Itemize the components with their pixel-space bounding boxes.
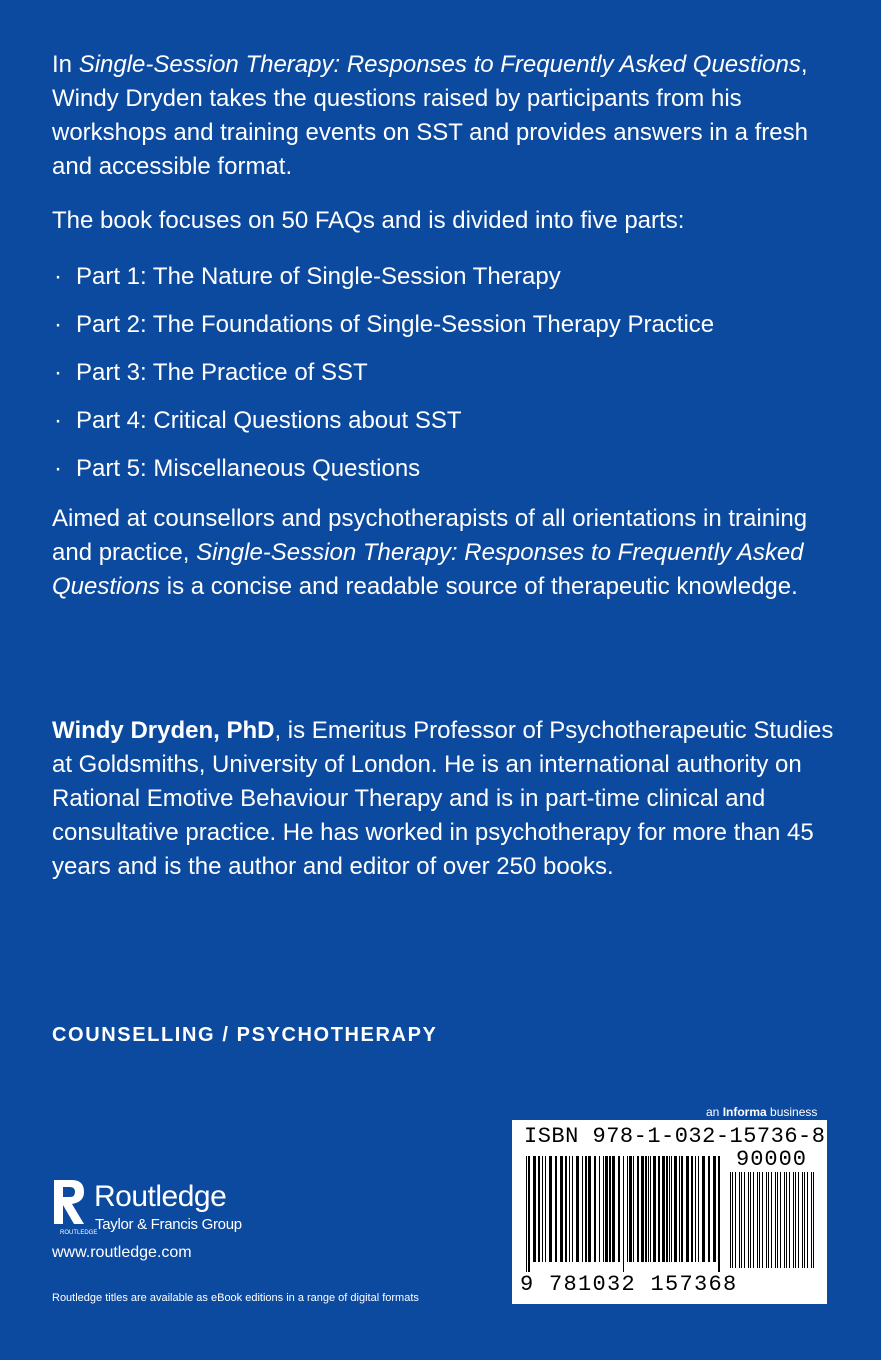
barcode-bar [784, 1172, 785, 1268]
barcode-bar [585, 1156, 587, 1262]
barcode-bar [603, 1156, 604, 1262]
parts-list-item [52, 452, 842, 500]
barcode-bar [739, 1172, 740, 1268]
parts-list-item [52, 356, 842, 404]
barcode-bar [572, 1156, 573, 1262]
barcode-bar [588, 1156, 591, 1262]
parts-list-item [52, 308, 842, 356]
logo-mark-text: ROUTLEDGE [60, 1230, 98, 1236]
barcode-bar [780, 1172, 781, 1268]
barcode-bar [674, 1156, 677, 1262]
addon-barcode-bars [730, 1172, 816, 1272]
barcode-bar [768, 1172, 769, 1268]
bullet-dot-icon: · [54, 263, 62, 290]
barcode-bar [802, 1172, 803, 1268]
informa-tagline [706, 1105, 817, 1119]
isbn-barcode [512, 1120, 827, 1304]
barcode-bar [732, 1172, 733, 1268]
aimed-post: is a concise and readable source of therapeutic knowledge. [160, 573, 798, 600]
back-cover-blurb [52, 48, 842, 604]
barcode-bar [669, 1156, 670, 1262]
barcode-bar [627, 1156, 628, 1262]
barcode-bar [793, 1172, 794, 1268]
barcode-bar [618, 1156, 620, 1262]
barcode-bar [686, 1156, 689, 1262]
ean-barcode-bars [526, 1156, 722, 1274]
barcode-bar [813, 1172, 814, 1268]
barcode-bar [786, 1172, 787, 1268]
barcode-bar [744, 1172, 745, 1268]
author-name: Windy Dryden, PhD [52, 717, 275, 744]
barcode-bar [560, 1156, 563, 1262]
barcode-bar [528, 1156, 530, 1272]
barcode-bar [582, 1156, 583, 1262]
barcode-bar [695, 1156, 696, 1262]
barcode-bar [542, 1156, 543, 1262]
barcode-bar [533, 1156, 536, 1262]
barcode-bar [658, 1156, 660, 1262]
intro-pre: In [52, 51, 79, 78]
barcode-bar [789, 1172, 790, 1268]
intro-paragraph [52, 48, 842, 184]
aimed-book-title: Single-Session Therapy: Responses to Frequently Asked Questions [52, 539, 804, 600]
barcode-bar [645, 1156, 647, 1262]
barcode-bar [549, 1156, 552, 1262]
barcode-bar [555, 1156, 557, 1262]
barcode-bar [730, 1172, 731, 1268]
barcode-bar [681, 1156, 683, 1262]
informa-post: business [766, 1105, 818, 1119]
barcode-bar [671, 1156, 672, 1262]
publisher-website: www.routledge.com [52, 1244, 192, 1261]
barcode-bar [612, 1156, 615, 1262]
barcode-bar [775, 1172, 776, 1268]
barcode-bar [666, 1156, 668, 1262]
parts-list [52, 260, 842, 500]
barcode-bar [641, 1156, 644, 1262]
barcode-bar [650, 1156, 651, 1262]
bullet-dot-icon: · [54, 455, 62, 482]
aimed-paragraph [52, 502, 842, 604]
part-label: Part 4: Critical Questions about SST [76, 407, 462, 434]
barcode-bar [538, 1156, 540, 1262]
part-label: Part 5: Miscellaneous Questions [76, 455, 421, 482]
ebook-note: Routledge titles are available as eBook editions in a range of digital formats [52, 1292, 419, 1304]
barcode-bar [623, 1156, 624, 1272]
bullet-dot-icon: · [54, 407, 62, 434]
barcode-bar [648, 1156, 649, 1262]
focus-paragraph: The book focuses on 50 FAQs and is divided into five parts: [52, 207, 685, 234]
bullet-dot-icon: · [54, 359, 62, 386]
barcode-bar [633, 1156, 634, 1262]
barcode-bar [798, 1172, 799, 1268]
barcode-bar [766, 1172, 767, 1268]
barcode-bar [762, 1172, 763, 1268]
barcode-bar [771, 1172, 772, 1268]
barcode-bar [545, 1156, 546, 1262]
barcode-bar [609, 1156, 611, 1262]
publisher-group: Taylor & Francis Group [95, 1216, 242, 1233]
ean-number: 9 781032 157368 [520, 1272, 738, 1297]
barcode-bar [594, 1156, 596, 1262]
intro-post: , Windy Dryden takes the questions raised by participants from his workshops and training events on SST and provides answers in a fresh and accessible format. [52, 51, 808, 180]
publisher-name: Routledge [94, 1180, 227, 1213]
isbn-text: ISBN 978-1-032-15736-8 [524, 1124, 826, 1149]
barcode-bar [811, 1172, 812, 1268]
intro-book-title: Single-Session Therapy: Responses to Frequently Asked Questions [78, 51, 801, 78]
bullet-dot-icon: · [54, 311, 62, 338]
author-bio-text: , is Emeritus Professor of Psychotherapeutic Studies at Goldsmiths, University of London. He is an international authority on Rational Emotive Behaviour Therapy and is in part-time clinical and consultative practice. He has worked in psychotherapy for more than 45 years and is the author and editor of over 250 books. [52, 717, 834, 880]
informa-pre: an [706, 1105, 723, 1119]
barcode-bar [691, 1156, 693, 1262]
price-addon-number: 90000 [736, 1147, 808, 1172]
barcode-bar [576, 1156, 579, 1262]
barcode-bar [757, 1172, 758, 1268]
barcode-bar [708, 1156, 710, 1262]
informa-name: Informa [722, 1105, 767, 1119]
barcode-bar [605, 1156, 608, 1262]
parts-list-item [52, 404, 842, 452]
part-label: Part 3: The Practice of SST [76, 359, 368, 386]
barcode-bar [679, 1156, 680, 1262]
barcode-bar [569, 1156, 570, 1262]
barcode-bar [735, 1172, 736, 1268]
part-label: Part 1: The Nature of Single-Session Therapy [76, 263, 561, 290]
barcode-bar [741, 1172, 742, 1268]
barcode-bar [795, 1172, 796, 1268]
barcode-bar [759, 1172, 760, 1268]
parts-list-item [52, 260, 842, 308]
barcode-bar [698, 1156, 699, 1262]
barcode-bar [750, 1172, 751, 1268]
barcode-bar [718, 1156, 720, 1272]
barcode-bar [526, 1156, 527, 1272]
barcode-bar [807, 1172, 808, 1268]
barcode-bar [565, 1156, 567, 1262]
barcode-bar [653, 1156, 656, 1262]
subject-category: COUNSELLING / PSYCHOTHERAPY [52, 1024, 438, 1046]
part-label: Part 2: The Foundations of Single-Session Therapy Practice [76, 311, 715, 338]
barcode-bar [629, 1156, 632, 1262]
barcode-bar [599, 1156, 600, 1262]
barcode-bar [777, 1172, 778, 1268]
barcode-bar [748, 1172, 749, 1268]
barcode-bar [662, 1156, 665, 1262]
barcode-bar [804, 1172, 805, 1268]
aimed-pre: Aimed at counsellors and psychotherapists of all orientations in training and practice, [52, 505, 808, 566]
author-bio [52, 714, 842, 884]
barcode-bar [637, 1156, 639, 1262]
routledge-logo-icon [52, 1178, 98, 1236]
barcode-bar [753, 1172, 754, 1268]
barcode-bar [713, 1156, 716, 1262]
barcode-bar [702, 1156, 705, 1262]
